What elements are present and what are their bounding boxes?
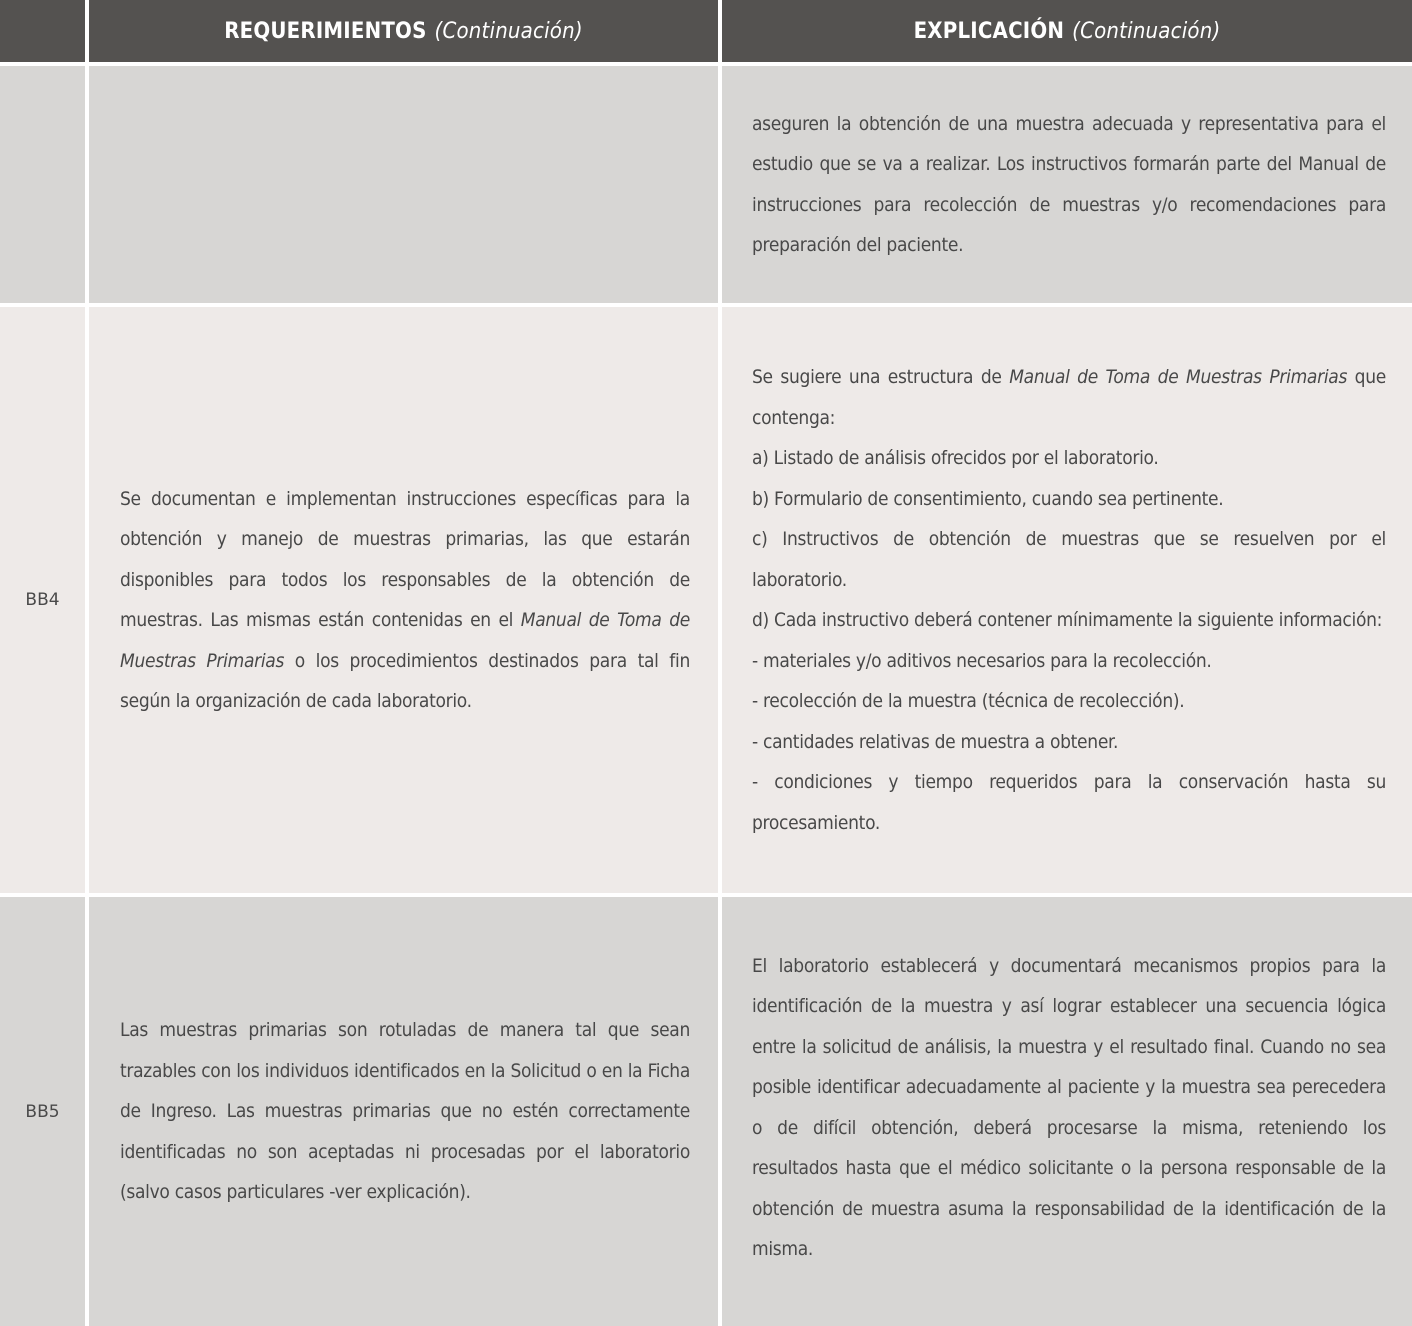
header-explanation-label: EXPLICACIÓN: [913, 18, 1065, 44]
explanation-paragraph: El laboratorio establecerá y documentará mecanismos propios para la identificación de la muestra y así lograr establecer una secuencia lógica entre la solicitud de análisis, la muestra y el resultado final. Cuando no sea posible identificar adecuadamente al paciente y la muestra sea perecedera o de difícil obtención, deberá procesarse la misma, reteniendo los resultados hasta que el médico solicitante o la persona responsable de la obtención de muestra asuma la responsabilidad de la identificación de la misma.: [752, 954, 1386, 1260]
header-requirements-suffix: (Continuación): [434, 18, 583, 44]
header-explanation-cell: [722, 0, 1412, 62]
requirement-italic-text: Manual de Toma de Muestras Primarias: [120, 609, 690, 672]
requirement-text: Se documentan e implementan instrucciones específicas para la obtención y manejo de muestras primarias, las que estarán disponibles para todos los responsables de la obtención de muestras. Las mismas están contenidas en el: [120, 487, 690, 631]
explanation-list-item: a) Listado de análisis ofrecidos por el laboratorio.: [752, 447, 1159, 469]
explanation-text: que contenga:: [752, 366, 1386, 429]
row-code: BB4: [25, 590, 60, 610]
requirement-paragraph: Las muestras primarias son rotuladas de manera tal que sean trazables con los individuos identificados en la Solicitud o en la Ficha de Ingreso. Las muestras primarias que no estén correctamente identificadas no son aceptadas ni procesadas por el laboratorio (salvo casos particulares -ver explicación).: [120, 1019, 690, 1204]
explanation-list-item: c) Instructivos de obtención de muestras que se resuelven por el laboratorio.: [752, 528, 1386, 591]
explanation-list-item: b) Formulario de consentimiento, cuando sea pertinente.: [752, 487, 1224, 510]
table-row-bb5-requirement: [89, 897, 718, 1326]
table-row-1-code: [0, 66, 85, 303]
header-requirements-label: REQUERIMIENTOS: [224, 18, 427, 44]
table-row-bb5-code: [0, 897, 85, 1326]
table-row-1-requirement: [89, 66, 718, 303]
table-row-bb4-requirement: [89, 307, 718, 893]
explanation-sub-item: - materiales y/o aditivos necesarios para la recolección.: [752, 649, 1212, 672]
table-row-1-explanation: [722, 66, 1412, 303]
header-code-cell: [0, 0, 85, 62]
explanation-list-item: d) Cada instructivo deberá contener mínimamente la siguiente información:: [752, 609, 1383, 631]
explanation-sub-item: - condiciones y tiempo requeridos para la conservación hasta su procesamiento.: [752, 771, 1386, 834]
table-row-bb5-explanation: [722, 897, 1412, 1326]
requirement-text: o los procedimientos destinados para tal fin según la organización de cada laboratorio.: [120, 649, 690, 712]
explanation-sub-item: - cantidades relativas de muestra a obtener.: [752, 730, 1119, 753]
header-explanation-suffix: (Continuación): [1072, 18, 1221, 44]
explanation-paragraph: aseguren la obtención de una muestra adecuada y representativa para el estudio que se va a realizar. Los instructivos formarán parte del Manual de instrucciones para recolección de muestras y/o recomendaciones para preparación del paciente.: [752, 112, 1386, 256]
row-code: BB5: [25, 1101, 60, 1122]
header-requirements-cell: [89, 0, 718, 62]
explanation-sub-item: - recolección de la muestra (técnica de recolección).: [752, 690, 1185, 712]
table-row-bb4-explanation: [722, 307, 1412, 893]
explanation-text: Se sugiere una estructura de: [752, 366, 1010, 388]
explanation-italic-text: Manual de Toma de Muestras Primarias: [1009, 366, 1348, 388]
explanation-intro: [752, 357, 1386, 438]
requirement-paragraph: [120, 479, 690, 722]
table-row-bb4-code: [0, 307, 85, 893]
